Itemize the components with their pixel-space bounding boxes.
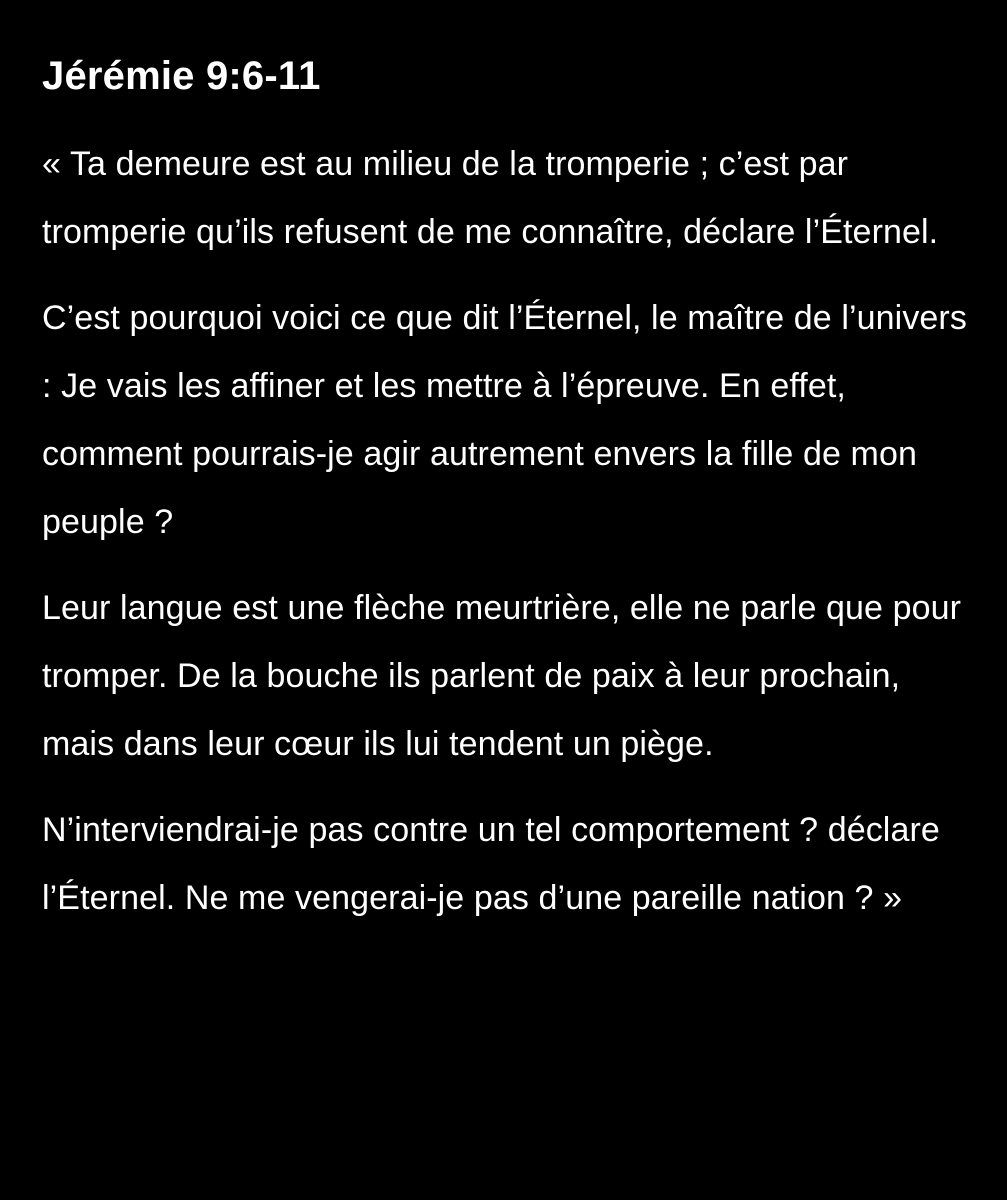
passage-title: Jérémie 9:6-11 <box>42 54 321 98</box>
passage-body <box>42 130 969 932</box>
verse-paragraph-1: « Ta demeure est au milieu de la tromperie ; c’est par tromperie qu’ils refusent de me connaître, déclare l’Éternel. <box>42 145 939 251</box>
verse-paragraph-4: N’interviendrai-je pas contre un tel comportement ? déclare l’Éternel. Ne me vengerai-je pas d’une pareille nation ? » <box>42 811 940 917</box>
verse-paragraph-3: Leur langue est une flèche meurtrière, elle ne parle que pour tromper. De la bouche ils parlent de paix à leur prochain, mais dans leur cœur ils lui tendent un piège. <box>42 589 962 763</box>
verse-paragraph-2: C’est pourquoi voici ce que dit l’Éternel, le maître de l’univers : Je vais les affiner et les mettre à l’épreuve. En effet, comment pourrais-je agir autrement envers la fille de mon peuple ? <box>42 299 967 541</box>
